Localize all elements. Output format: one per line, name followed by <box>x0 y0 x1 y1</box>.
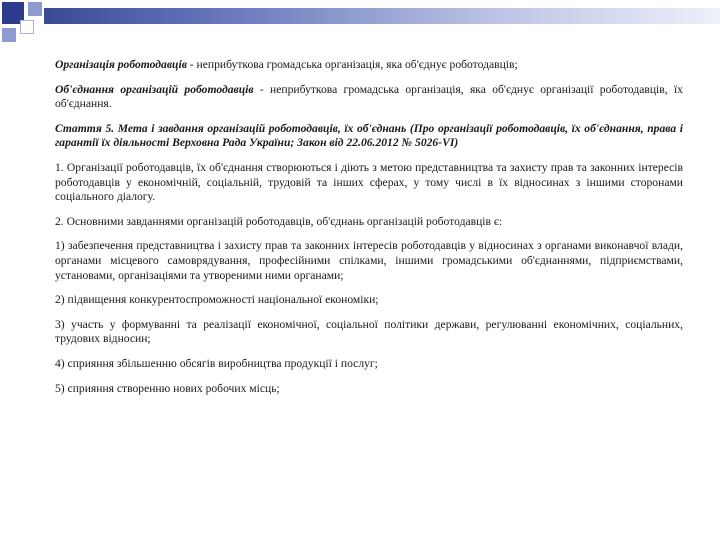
corner-square-light <box>28 2 42 16</box>
term: Об'єднання організацій роботодавців <box>55 82 254 96</box>
task-item-5: 5) сприяння створенню нових робочих місць; <box>55 381 280 395</box>
task-item-4: 4) сприяння збільшенню обсягів виробництва продукції і послуг; <box>55 356 378 370</box>
corner-square-light <box>2 28 16 42</box>
article-clause-1: 1. Організації роботодавців, їх об'єднання створюються і діють з метою представництва та захисту прав та законних інтересів роботодавців у економічній, соціальній, трудовій та інших сферах, у тому числі в їх відносинах з іншими сторонами соціального діалогу. <box>55 160 683 204</box>
article-heading: Стаття 5. Мета і завдання організацій роботодавців, їх об'єднань (Про організації роботодавців, їх об'єднання, права і гарантії їх діяльності Верховна Рада України; Закон від 22.06.2012 № 5026-VI) <box>55 121 683 150</box>
term: Організація роботодавців <box>55 58 187 71</box>
title-gradient-bar <box>44 8 720 24</box>
corner-square-outline <box>20 20 34 34</box>
definition-employers-organization <box>55 58 683 73</box>
task-item-3: 3) участь у формуванні та реалізації економічної, соціальної політики держави, регулюванні економічних, соціальних, трудових відносин; <box>55 317 683 346</box>
definition-employers-association <box>55 83 683 112</box>
task-item-1: 1) забезпечення представництва і захисту прав та законних інтересів роботодавців у відносинах з органами виконавчої влади, органами місцевого самоврядування, професійними спілками, іншими громадськими об'єднаннями, підприємствами, установами, організаціями та утвореними ними органами; <box>55 239 683 282</box>
task-item-2: 2) підвищення конкурентоспроможності національної економіки; <box>55 293 379 307</box>
definition-text: - неприбуткова громадська організація, яка об'єднує роботодавців; <box>186 58 518 71</box>
definition-text: - неприбуткова громадська організація, яка об'єднує організації роботодавців, їх об'єднання. <box>55 82 683 111</box>
slide-body <box>55 58 683 406</box>
article-clause-2: 2. Основними завданнями організацій роботодавців, об'єднань організацій роботодавців є: <box>55 214 503 228</box>
